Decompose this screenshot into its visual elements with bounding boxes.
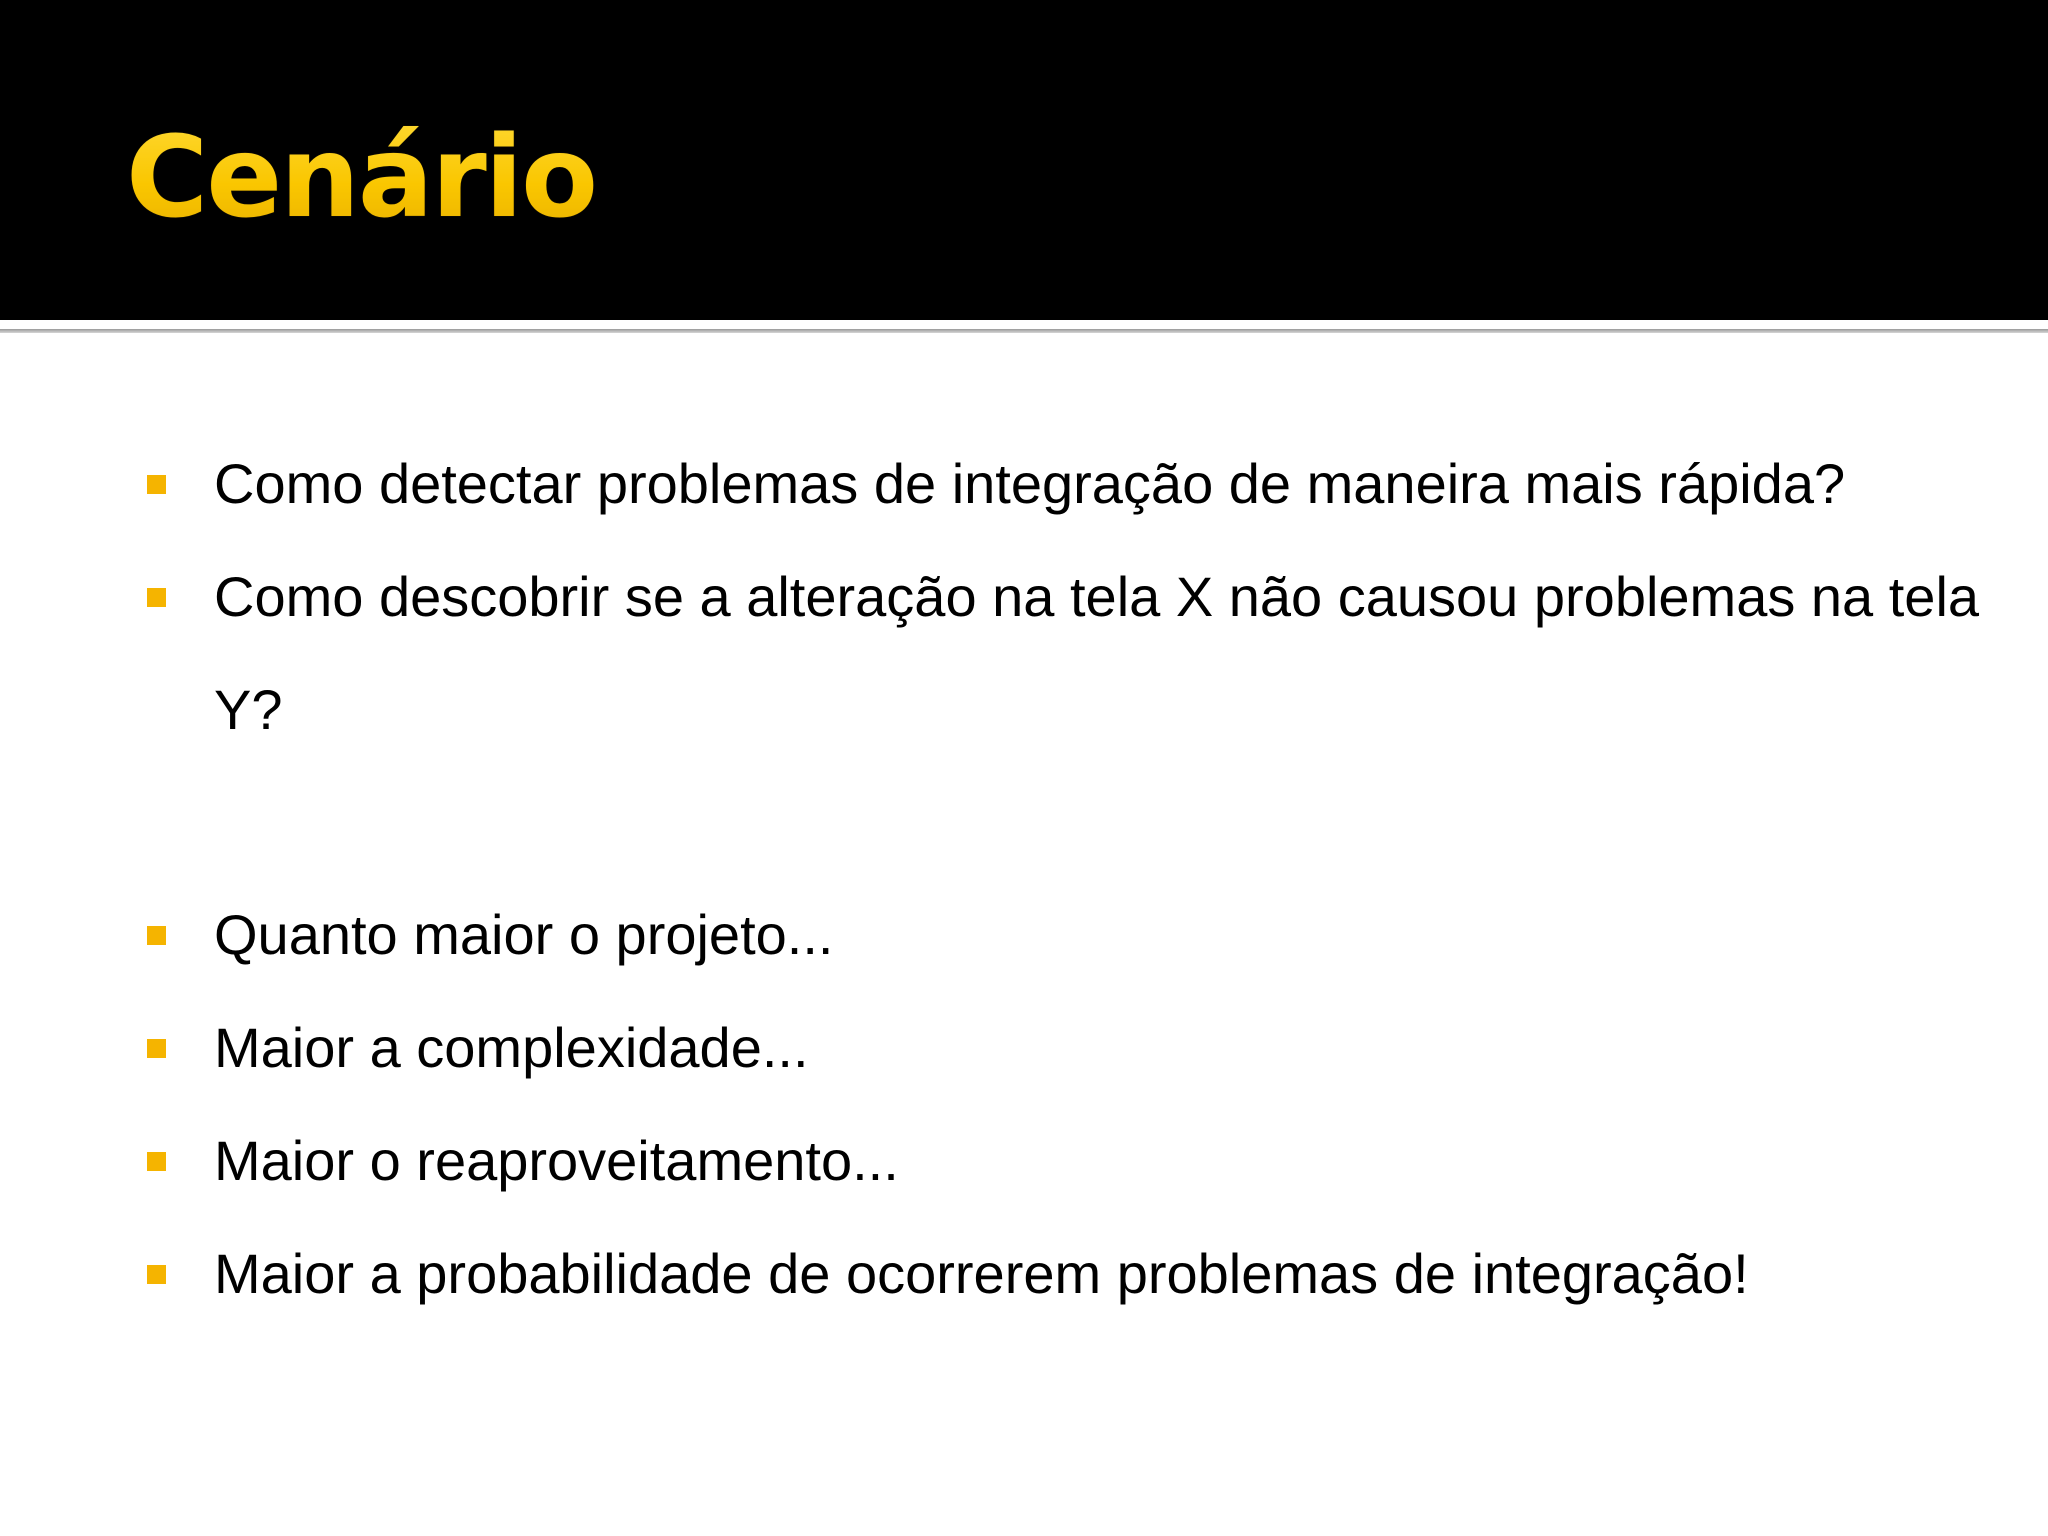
square-bullet-icon	[147, 475, 166, 494]
bullet-item	[214, 540, 2004, 766]
bullet-item	[214, 427, 2004, 540]
slide-title: Cenário	[126, 108, 596, 248]
square-bullet-icon	[147, 1039, 166, 1058]
bullet-item	[214, 1104, 2004, 1217]
bullet-item	[214, 991, 2004, 1104]
square-bullet-icon	[147, 1152, 166, 1171]
bullet-text: Maior o reaproveitamento...	[214, 1129, 899, 1192]
bullet-text: Maior a probabilidade de ocorrerem problemas de integração!	[214, 1242, 1749, 1305]
bullet-text: Maior a complexidade...	[214, 1016, 809, 1079]
square-bullet-icon	[147, 926, 166, 945]
bullet-item	[214, 1217, 2004, 1330]
bullet-text: Como detectar problemas de integração de maneira mais rápida?	[214, 452, 1846, 515]
bullet-text: Como descobrir se a alteração na tela X não causou problemas na tela Y?	[214, 565, 1980, 741]
bullet-text: Quanto maior o projeto...	[214, 903, 834, 966]
square-bullet-icon	[147, 1265, 166, 1284]
square-bullet-icon	[147, 588, 166, 607]
bullet-item	[214, 878, 2004, 991]
